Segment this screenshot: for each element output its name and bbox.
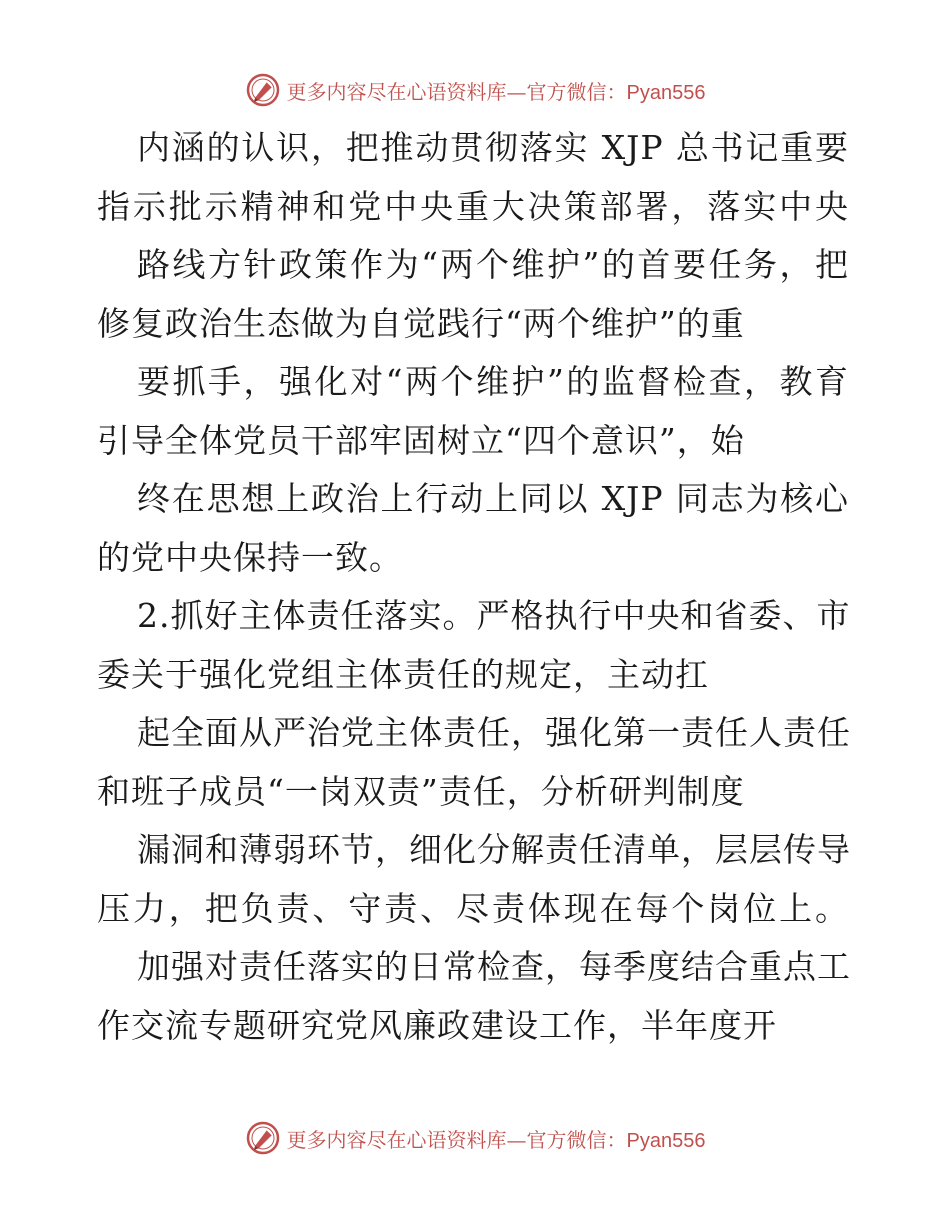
- body-line: 指示批示精神和党中央重大决策部署，落实中央: [97, 186, 849, 226]
- body-line: 修复政治生态做为自觉践行“两个维护”的重: [97, 303, 745, 343]
- body-line: 起全面从严治党主体责任，强化第一责任人责任: [137, 713, 851, 752]
- header-watermark-banner: [0, 70, 950, 110]
- body-line: 和班子成员“一岗双责”责任，分析研判制度: [97, 771, 745, 811]
- body-line: 压力，把负责、守责、尽责体现在每个岗位上。: [97, 888, 849, 928]
- footer-watermark-banner: [0, 1118, 950, 1158]
- body-line: 路线方针政策作为“两个维护”的首要任务，把: [137, 245, 849, 284]
- header-banner-text: 更多内容尽在心语资料库—官方微信：Pyan556: [286, 79, 706, 104]
- pen-nib-logo-icon: [245, 1120, 281, 1156]
- body-line: 终在思想上政治上行动上同以 XJP 同志为核心: [137, 479, 849, 518]
- document-body: [97, 119, 877, 1055]
- body-line: 加强对责任落实的日常检查，每季度结合重点工: [137, 947, 851, 986]
- body-line: 委关于强化党组主体责任的规定，主动扛: [97, 654, 709, 694]
- body-line: 2.抓好主体责任落实。严格执行中央和省委、市: [137, 596, 851, 635]
- footer-banner-text: 更多内容尽在心语资料库—官方微信：Pyan556: [286, 1127, 706, 1152]
- body-line: 要抓手，强化对“两个维护”的监督检查，教育: [137, 362, 849, 401]
- body-line: 漏洞和薄弱环节，细化分解责任清单，层层传导: [137, 830, 851, 869]
- body-line: 作交流专题研究党风廉政建设工作，半年度开: [97, 1005, 777, 1045]
- body-line: 内涵的认识，把推动贯彻落实 XJP 总书记重要: [137, 128, 849, 167]
- body-line: 的党中央保持一致。: [97, 537, 403, 577]
- pen-nib-logo-icon: [245, 72, 281, 108]
- body-line: 引导全体党员干部牢固树立“四个意识”，始: [97, 420, 745, 460]
